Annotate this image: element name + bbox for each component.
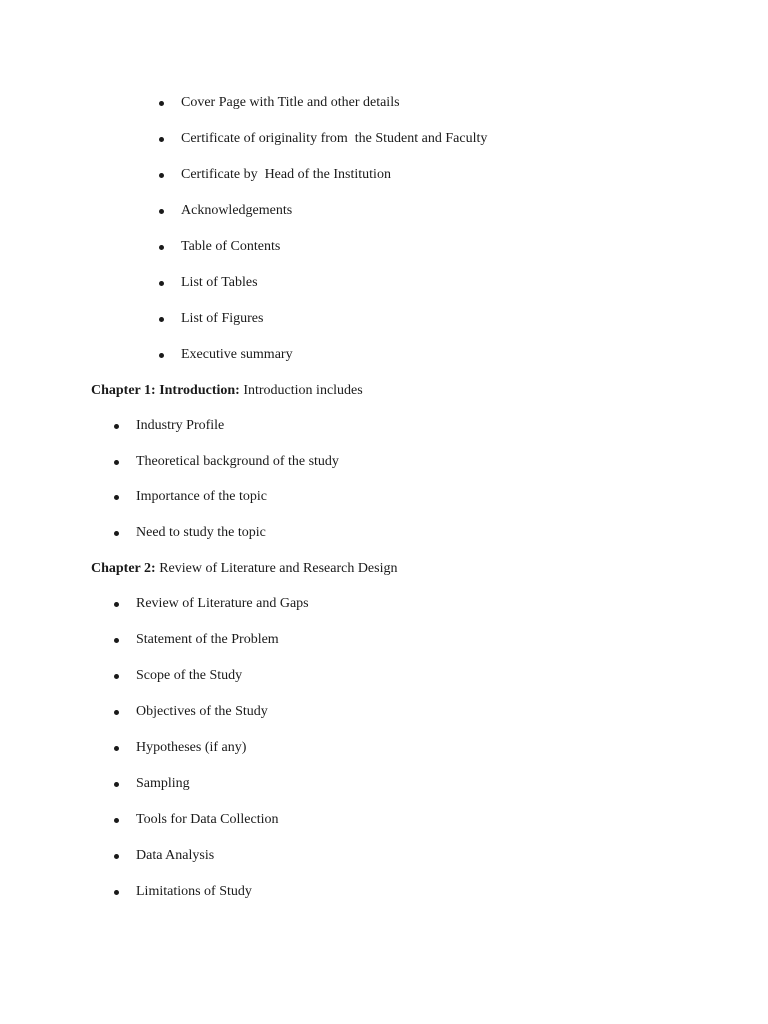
list-item: Importance of the topic: [136, 489, 268, 504]
list-item: List of Tables: [181, 275, 258, 290]
chapter1-heading: [91, 382, 363, 400]
bullet-icon: [114, 854, 119, 859]
bullet-icon: [114, 602, 119, 607]
bullet-icon: [114, 746, 119, 751]
bullet-icon: [114, 818, 119, 823]
list-item: Statement of the Problem: [136, 632, 279, 647]
chapter1-label: Chapter 1:: [91, 383, 156, 398]
list-item: Executive summary: [181, 347, 293, 362]
list-item: Sampling: [136, 776, 190, 791]
bullet-icon: [114, 782, 119, 787]
chapter1-title: Introduction:: [159, 383, 240, 398]
bullet-icon: [159, 245, 164, 250]
list-item: Certificate of originality from the Student and Faculty: [181, 131, 488, 146]
bullet-icon: [114, 890, 119, 895]
bullet-icon: [159, 281, 164, 286]
list-item: Objectives of the Study: [136, 704, 268, 719]
list-item: Cover Page with Title and other details: [181, 95, 400, 110]
bullet-icon: [114, 424, 119, 429]
chapter2-label: Chapter 2:: [91, 561, 156, 576]
list-item: Table of Contents: [181, 239, 281, 254]
list-item: Scope of the Study: [136, 668, 243, 683]
list-item: Acknowledgements: [181, 203, 293, 218]
bullet-icon: [159, 209, 164, 214]
list-item: Review of Literature and Gaps: [136, 596, 309, 611]
bullet-icon: [159, 353, 164, 358]
bullet-icon: [159, 101, 164, 106]
list-item: Certificate by Head of the Institution: [181, 167, 391, 182]
list-item: Limitations of Study: [136, 884, 252, 899]
bullet-icon: [159, 173, 164, 178]
bullet-icon: [114, 674, 119, 679]
bullet-icon: [114, 460, 119, 465]
list-item: Industry Profile: [136, 418, 225, 433]
bullet-icon: [159, 137, 164, 142]
bullet-icon: [114, 531, 119, 536]
list-item: Data Analysis: [136, 848, 215, 863]
bullet-icon: [114, 638, 119, 643]
chapter2-heading: [91, 560, 397, 578]
bullet-icon: [114, 495, 119, 500]
bullet-icon: [159, 317, 164, 322]
chapter2-description: Review of Literature and Research Design: [159, 561, 398, 576]
chapter1-description: Introduction includes: [243, 383, 363, 398]
bullet-icon: [114, 710, 119, 715]
list-item: List of Figures: [181, 311, 264, 326]
list-item: Tools for Data Collection: [136, 812, 279, 827]
list-item: Hypotheses (if any): [136, 740, 247, 755]
list-item: Theoretical background of the study: [136, 454, 339, 469]
list-item: Need to study the topic: [136, 525, 266, 540]
